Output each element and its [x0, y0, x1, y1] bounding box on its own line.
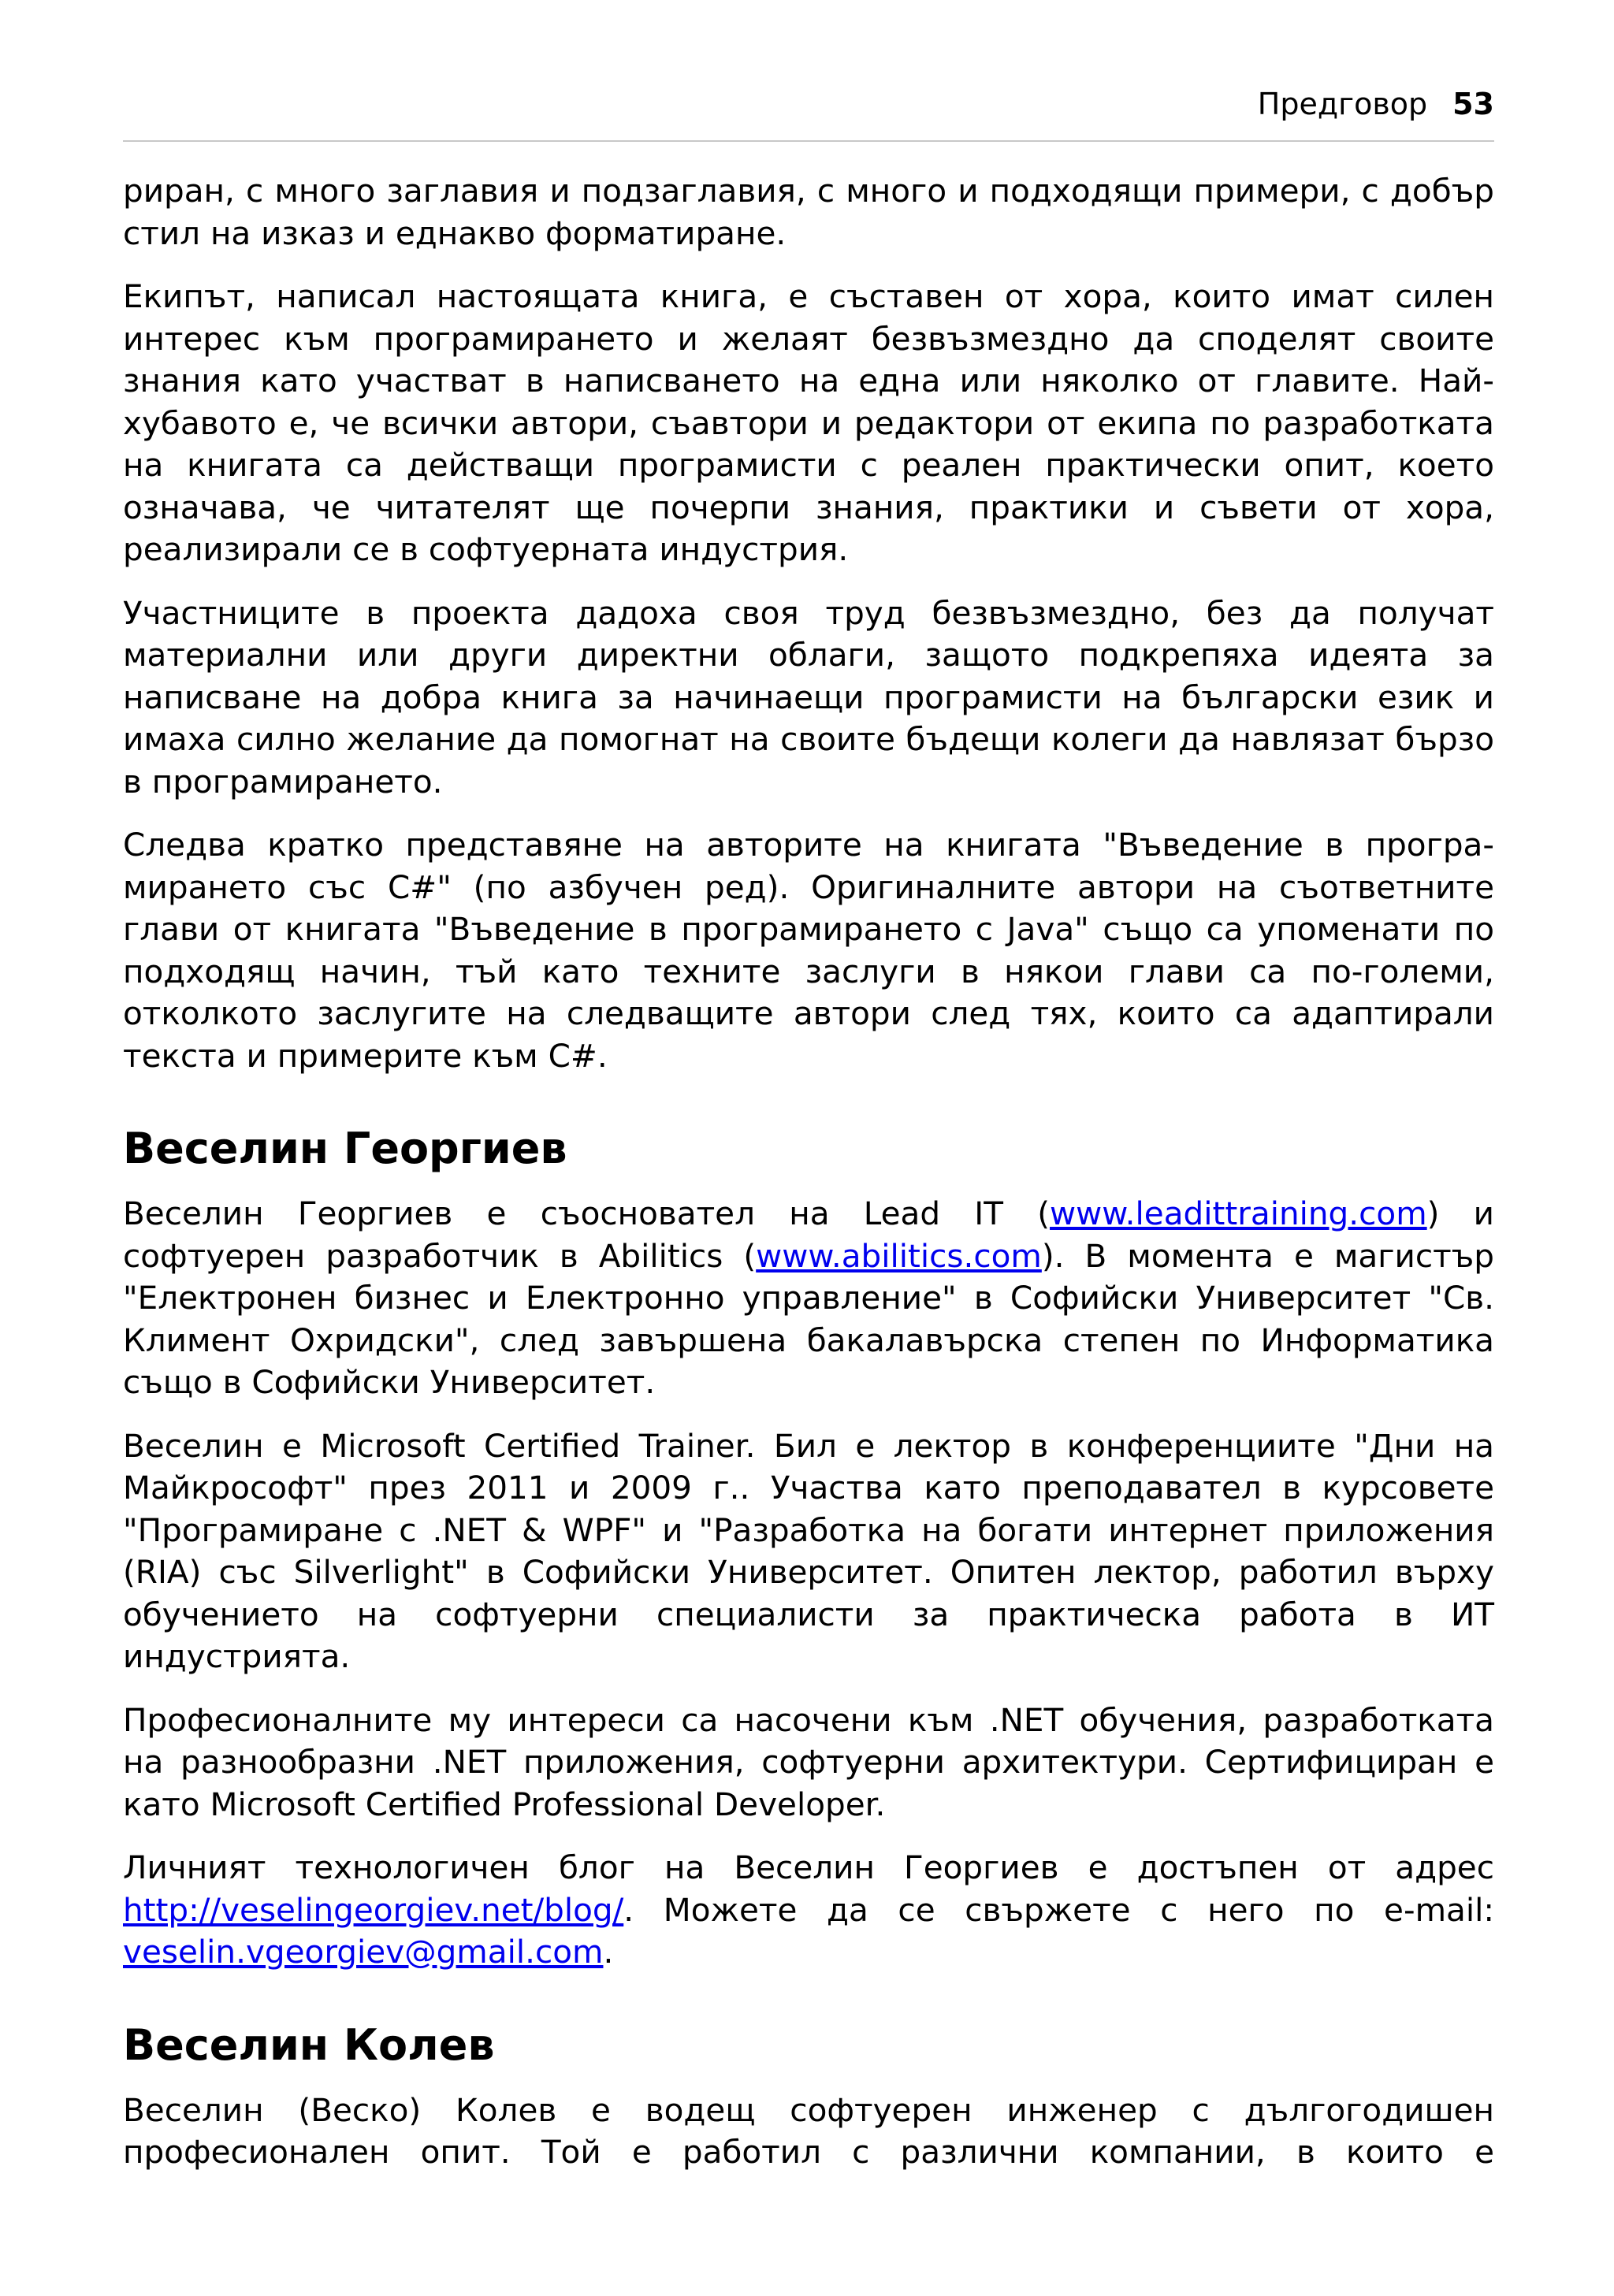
intro-paragraph-3: Участниците в проекта дадоха своя труд безвъзмездно, без да получат материални или други директни облаги, защото подкрепяха идеята за написване на добра книга за начинаещи програмисти на български език и имаха силно желание да помогнат на своите бъдещи колеги да навлязат бързо в програмирането. — [123, 593, 1494, 801]
georgiev-p1-text-a: Веселин Георгиев е съосновател на Lead IT ( — [123, 1194, 1051, 1232]
running-head — [1258, 82, 1494, 126]
section-heading-georgiev: Веселин Георгиев — [123, 1124, 567, 1173]
email-link[interactable]: veselin.vgeorgiev@gmail.com — [123, 1933, 604, 1971]
page-content — [123, 170, 1494, 2195]
page-header — [123, 82, 1494, 142]
page-number: 53 — [1452, 87, 1494, 121]
georgiev-p4-text-c: . — [603, 1933, 614, 1971]
georgiev-p1-text-c: ). В момента е магистър "Електронен бизнес и Електронно управление" в Софийски Университет "Св. Климент Охридски", след завършена бакалавърска степен по Информатика също в Софийски Университет. — [123, 1236, 1495, 1401]
georgiev-paragraph-2: Веселин е Microsoft Certified Trainer. Бил е лектор в конференциите "Дни на Майкрософт" през 2011 и 2009 г.. Участва като преподавател в курсовете "Програмиране с .NET & WPF" и "Разработка на богати интернет приложения (RIA) със Silverlight" в Софийски Университет. Опитен лектор, работил върху обучението на софтуерни специалисти за практическа работа в ИТ индустрията. — [123, 1426, 1494, 1675]
abilitics-link[interactable]: www.abilitics.com — [756, 1236, 1042, 1275]
leadittraining-link[interactable]: www.leadittraining.com — [1050, 1194, 1427, 1232]
georgiev-p1-text-b: ) и софтуерен разработчик в Abilitics ( — [123, 1194, 1495, 1275]
georgiev-p4-text-a: Личният технологичен блог на Веселин Георгиев е достъпен от адрес — [123, 1848, 1494, 1886]
blog-link[interactable]: http://veselingeorgiev.net/blog/ — [123, 1890, 624, 1929]
section-heading-kolev: Веселин Колев — [123, 2019, 495, 2070]
intro-paragraph-2: Екипът, написал настоящата книга, е съставен от хора, които имат силен интерес към програмирането и желаят безвъзмездно да споделят своите знания като участват в написването на една или няколко от главите. Най-хубавото е, че всички автори, съавтори и редактори от екипа по разработката на книгата са действащи програмисти с реален практически опит, което означава, че читателят ще почерпи знания, практики и съвети от хора, реализирали се в софтуерната индустрия. — [123, 277, 1494, 568]
kolev-paragraph-1: Веселин (Веско) Колев е водещ софтуерен инженер с дългогодишен професионален опит. Той е работил с различни компании, в които е — [123, 2090, 1494, 2171]
intro-paragraph-4: Следва кратко представяне на авторите на книгата "Въведение в програмирането със C#" (по азбучен ред). Оригиналните автори на съответните глави от книгата "Въведение в програмирането с Java" също са упоменати по подходящ начин, тъй като техните заслуги в някои глави са по-големи, отколкото заслугите на следващите автори след тях, които са адаптирали текста и примерите към C#. — [123, 826, 1494, 1075]
chapter-title: Предговор — [1257, 87, 1428, 121]
georgiev-p4-text-b: . Можете да се свържете с него по e-mail: — [623, 1890, 1494, 1929]
georgiev-paragraph-1 — [123, 1193, 1494, 1404]
intro-paragraph-1: риран, с много заглавия и подзаглавия, с много и подходящи примери, с добър стил на изказ и еднакво форматиране. — [123, 172, 1494, 252]
georgiev-paragraph-3: Професионалните му интереси са насочени към .NET обучения, разработката на разнообразни .NET приложения, софтуерни архитектури. Сертифициран е като Microsoft Certified Professional Developer. — [123, 1700, 1494, 1823]
georgiev-paragraph-4 — [123, 1847, 1494, 1974]
